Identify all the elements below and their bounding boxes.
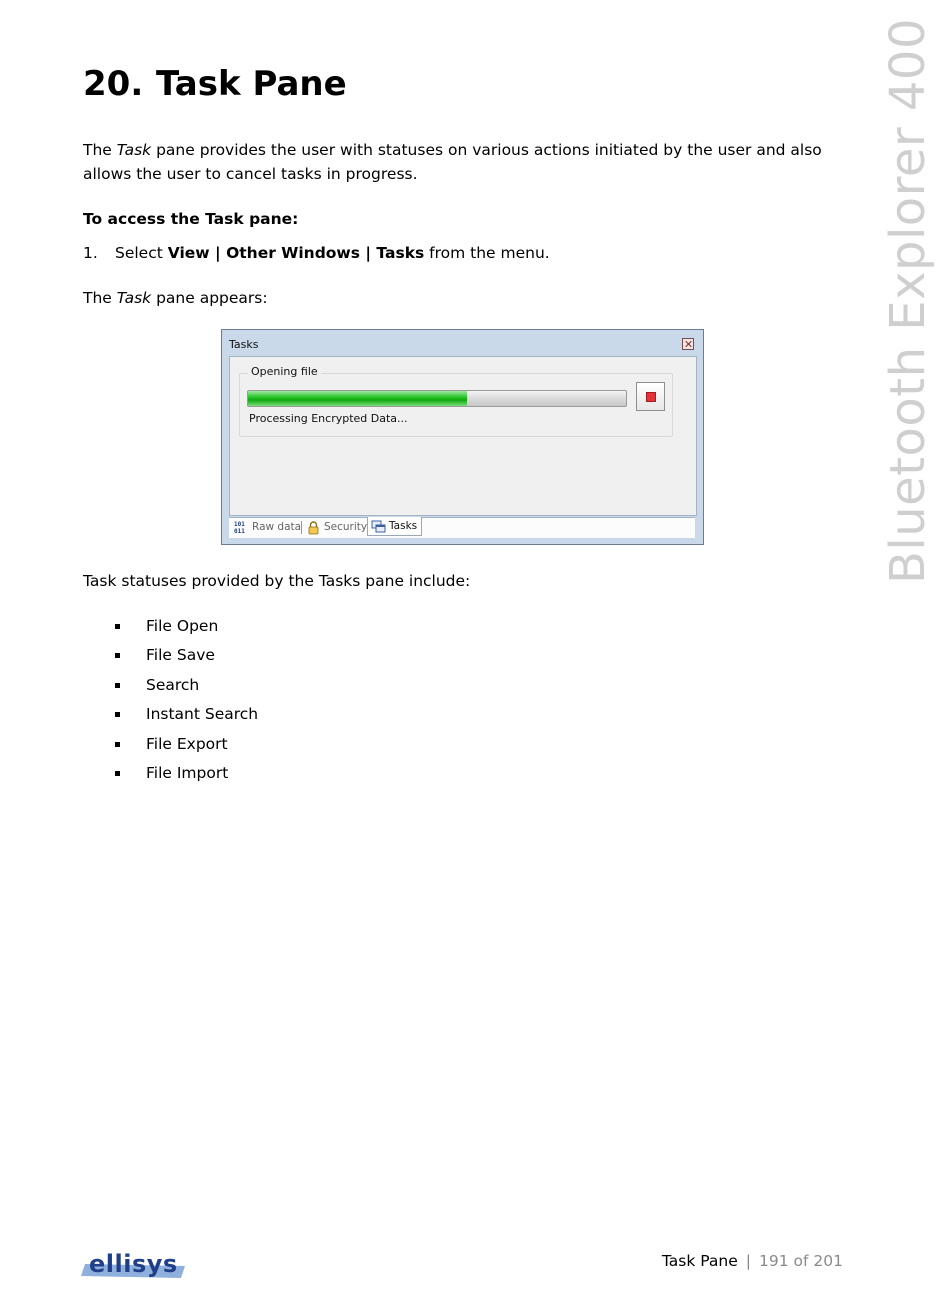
svg-text:011: 011: [234, 528, 245, 535]
footer-separator: |: [745, 1252, 752, 1270]
intro-text-end: pane provides the user with statuses on various actions initiated by the user and also allows the user to cancel tasks in progress.: [83, 141, 822, 183]
list-item: [0, 761, 258, 790]
bullet-icon: [115, 653, 120, 658]
list-item-label: Instant Search: [146, 705, 259, 724]
page-title: [83, 64, 347, 104]
tab-security[interactable]: [303, 518, 367, 537]
side-title: Bluetooth Explorer 400: [880, 18, 936, 584]
close-icon[interactable]: [682, 338, 694, 350]
cancel-task-button[interactable]: [636, 382, 665, 411]
step-number: 1.: [83, 244, 98, 262]
menu-path: View | Other Windows | Tasks: [167, 244, 425, 262]
list-item: [0, 673, 258, 702]
tab-label: Tasks: [389, 520, 418, 532]
appears-text-end: pane appears:: [151, 289, 268, 307]
appears-paragraph: [83, 286, 843, 310]
bullet-icon: [115, 683, 120, 688]
tasks-window-screenshot: [221, 329, 704, 545]
task-group-label: Opening file: [248, 365, 321, 378]
statuses-intro: Task statuses provided by the Tasks pane include:: [83, 572, 471, 590]
bullet-icon: [115, 742, 120, 747]
progress-bar: [247, 390, 627, 407]
tab-strip: [229, 517, 695, 538]
lock-icon: [306, 520, 321, 535]
list-item-label: File Open: [146, 617, 219, 635]
tab-separator: [301, 521, 302, 534]
list-item: [0, 614, 258, 643]
list-item: [0, 732, 258, 761]
page-number: 191 of 201: [759, 1252, 843, 1270]
tab-label: Raw data: [252, 521, 302, 533]
chapter-title: Task Pane: [156, 64, 347, 104]
step-1: [83, 241, 550, 265]
intro-emphasis: Task: [116, 141, 152, 159]
tab-tasks[interactable]: [367, 517, 422, 536]
svg-text:101: 101: [234, 521, 245, 528]
appears-text-start: The: [83, 289, 117, 307]
appears-emphasis: Task: [116, 289, 152, 307]
tab-raw-data[interactable]: [231, 518, 301, 537]
window-title: Tasks: [229, 338, 259, 351]
stop-icon: [646, 392, 656, 402]
list-item-label: File Save: [146, 646, 215, 665]
step-text-end: from the menu.: [424, 244, 550, 262]
tasks-icon: [371, 519, 386, 534]
task-status-text: Processing Encrypted Data...: [249, 412, 408, 425]
list-item-label: File Import: [146, 763, 229, 782]
step-text-start: Select: [115, 244, 168, 262]
task-status-list: [0, 614, 258, 790]
footer-section: Task Pane: [661, 1252, 738, 1270]
bullet-icon: [115, 624, 120, 629]
task-group: [239, 365, 673, 437]
ellisys-logo: [81, 1248, 187, 1280]
bullet-icon: [115, 712, 120, 717]
bullet-icon: [115, 771, 120, 776]
tab-label: Security: [324, 521, 368, 533]
list-item: [0, 702, 258, 731]
logo-wordmark: ellisys: [89, 1250, 178, 1278]
list-item: [0, 643, 258, 672]
intro-paragraph: [83, 138, 843, 186]
page-footer: [662, 1250, 843, 1272]
list-item-label: Search: [146, 675, 200, 694]
progress-fill: [248, 391, 467, 406]
tasks-panel: [229, 356, 697, 516]
intro-text-start: The: [83, 141, 117, 159]
list-item-label: File Export: [146, 734, 228, 753]
binary-icon: [234, 520, 249, 535]
access-heading: To access the Task pane:: [83, 210, 299, 228]
chapter-number: 20.: [83, 64, 144, 104]
